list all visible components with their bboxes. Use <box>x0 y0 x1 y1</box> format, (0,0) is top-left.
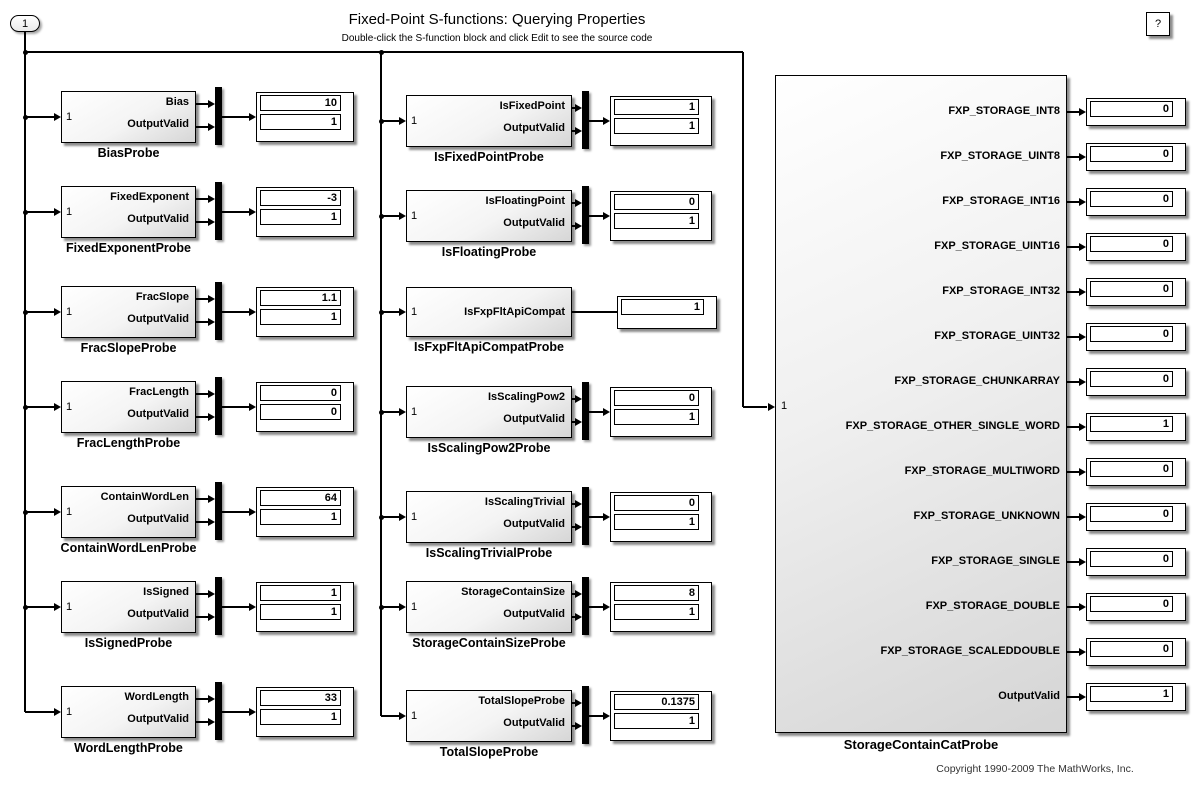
block-name-label: FracLengthProbe <box>76 436 181 450</box>
wire-arrowhead <box>249 208 256 216</box>
block-name-label: ContainWordLenProbe <box>60 541 197 555</box>
display-value: 64 <box>260 490 341 506</box>
wire-arrowhead <box>399 603 406 611</box>
display-value: 1 <box>1090 416 1173 432</box>
wire-arrowhead <box>603 603 610 611</box>
wire-arrowhead <box>54 113 61 121</box>
wire <box>196 103 208 105</box>
wire-arrowhead <box>208 318 215 326</box>
output-port-label: FXP_STORAGE_DOUBLE <box>925 600 1060 612</box>
input-port-label: 1 <box>66 601 73 613</box>
display-value: 1 <box>614 213 699 229</box>
input-port-label: 1 <box>411 406 418 418</box>
wire-arrowhead <box>399 308 406 316</box>
output-port-label: OutputValid <box>127 213 189 225</box>
wire-arrowhead <box>249 403 256 411</box>
wire-arrowhead <box>575 523 582 531</box>
wire <box>222 606 249 608</box>
wire-arrowhead <box>575 500 582 508</box>
output-port-label: IsFloatingPoint <box>485 195 565 207</box>
display-value: 1 <box>614 514 699 530</box>
output-port-label: IsScalingTrivial <box>484 496 565 508</box>
display-value: 0 <box>1090 461 1173 477</box>
wire-arrowhead <box>1079 153 1086 161</box>
wire <box>381 715 399 717</box>
output-port-label: OutputValid <box>503 122 565 134</box>
wire-arrowhead <box>208 413 215 421</box>
wire-arrowhead <box>208 295 215 303</box>
wire-arrowhead <box>208 390 215 398</box>
output-port-label: OutputValid <box>127 313 189 325</box>
wire-arrowhead <box>249 708 256 716</box>
wire-arrowhead <box>249 113 256 121</box>
input-port-label: 1 <box>66 401 73 413</box>
wire-arrowhead <box>1079 648 1086 656</box>
wire <box>1067 561 1079 563</box>
wire <box>381 516 399 518</box>
output-port-label: FracSlope <box>135 291 189 303</box>
wire <box>222 211 249 213</box>
wire <box>742 52 744 407</box>
wire <box>25 311 54 313</box>
input-port-label: 1 <box>66 111 73 123</box>
display-value: 1 <box>614 604 699 620</box>
block-name-label: TotalSlopeProbe <box>439 745 539 759</box>
wire-arrowhead <box>54 403 61 411</box>
mux-block[interactable] <box>582 91 589 149</box>
mux-block[interactable] <box>215 577 222 635</box>
wire <box>222 406 249 408</box>
display-value: 1 <box>614 118 699 134</box>
wire <box>196 126 208 128</box>
mux-block[interactable] <box>582 686 589 744</box>
wire-branch-dot <box>23 50 28 55</box>
display-value: 10 <box>260 95 341 111</box>
wire <box>743 406 767 408</box>
input-port-label: 1 <box>66 306 73 318</box>
sfunction-block-storagecontaincatprobe[interactable] <box>775 75 1067 733</box>
wire <box>381 311 399 313</box>
wire <box>196 721 208 723</box>
block-name-label: IsScalingPow2Probe <box>427 441 551 455</box>
wire-arrowhead <box>575 418 582 426</box>
wire-arrowhead <box>249 508 256 516</box>
wire-arrowhead <box>1079 243 1086 251</box>
display-value: 0 <box>1090 371 1173 387</box>
wire-arrowhead <box>1079 693 1086 701</box>
display-value: 0 <box>1090 641 1173 657</box>
output-port-label: FracLength <box>129 386 189 398</box>
mux-block[interactable] <box>215 682 222 740</box>
display-value: 1 <box>614 409 699 425</box>
wire-arrowhead <box>575 104 582 112</box>
output-port-label: OutputValid <box>998 690 1060 702</box>
input-port-label: 1 <box>411 511 418 523</box>
wire <box>196 498 208 500</box>
output-port-label: FXP_STORAGE_INT16 <box>942 195 1060 207</box>
output-port-label: OutputValid <box>503 518 565 530</box>
wire-arrowhead <box>575 722 582 730</box>
wire-arrowhead <box>603 408 610 416</box>
wire <box>25 606 54 608</box>
wire-arrowhead <box>1079 468 1086 476</box>
wire-arrowhead <box>208 718 215 726</box>
display-value: 0 <box>1090 281 1173 297</box>
output-port-label: IsSigned <box>143 586 189 598</box>
output-port-label: FXP_STORAGE_UINT32 <box>934 330 1060 342</box>
input-port-label: 1 <box>411 601 418 613</box>
output-port-label: FXP_STORAGE_UINT8 <box>940 150 1060 162</box>
output-port-label: TotalSlopeProbe <box>478 695 565 707</box>
input-port-label: 1 <box>411 710 418 722</box>
output-port-label: FXP_STORAGE_OTHER_SINGLE_WORD <box>845 420 1060 432</box>
wire-arrowhead <box>249 603 256 611</box>
display-value: 33 <box>260 690 341 706</box>
mux-block[interactable] <box>215 377 222 435</box>
wire <box>196 298 208 300</box>
wire-arrowhead <box>575 395 582 403</box>
wire <box>196 593 208 595</box>
wire <box>196 698 208 700</box>
block-name-label: BiasProbe <box>97 146 160 160</box>
wire-arrowhead <box>1079 108 1086 116</box>
output-port-label: FXP_STORAGE_SINGLE <box>931 555 1060 567</box>
display-value: 1 <box>260 209 341 225</box>
wire-arrowhead <box>249 308 256 316</box>
wire <box>25 711 54 713</box>
mux-block[interactable] <box>215 182 222 240</box>
wire <box>25 116 54 118</box>
output-port-label: WordLength <box>124 691 189 703</box>
wire-arrowhead <box>208 123 215 131</box>
display-value: 1.1 <box>260 290 341 306</box>
wire-arrowhead <box>399 212 406 220</box>
wire-arrowhead <box>768 403 775 411</box>
display-value: 0 <box>1090 236 1173 252</box>
output-port-label: OutputValid <box>503 717 565 729</box>
wire <box>589 215 603 217</box>
wire <box>196 393 208 395</box>
display-value: 1 <box>260 309 341 325</box>
block-name-label: FixedExponentProbe <box>65 241 192 255</box>
wire <box>25 51 743 53</box>
input-port-label: 1 <box>66 706 73 718</box>
display-value: 1 <box>260 585 341 601</box>
wire-arrowhead <box>575 199 582 207</box>
output-port-label: OutputValid <box>503 217 565 229</box>
wire <box>24 32 26 712</box>
wire <box>222 116 249 118</box>
block-name-label: WordLengthProbe <box>74 741 183 755</box>
wire <box>196 521 208 523</box>
block-name-label: IsFloatingProbe <box>441 245 537 259</box>
output-port-label: OutputValid <box>503 608 565 620</box>
wire-arrowhead <box>575 127 582 135</box>
wire <box>589 606 603 608</box>
wire-arrowhead <box>208 613 215 621</box>
wire-arrowhead <box>1079 513 1086 521</box>
wire-arrowhead <box>575 613 582 621</box>
mux-block[interactable] <box>215 87 222 145</box>
wire <box>381 120 399 122</box>
wire-arrowhead <box>208 518 215 526</box>
input-port-label: 1 <box>66 206 73 218</box>
wire-arrowhead <box>1079 333 1086 341</box>
wire-arrowhead <box>1079 558 1086 566</box>
wire-arrowhead <box>1079 198 1086 206</box>
block-name-label: StorageContainSizeProbe <box>412 636 566 650</box>
output-port-label: OutputValid <box>127 118 189 130</box>
mux-block[interactable] <box>582 577 589 635</box>
help-button[interactable]: ? <box>1146 12 1170 36</box>
wire-arrowhead <box>399 513 406 521</box>
copyright-text: Copyright 1990-2009 The MathWorks, Inc. <box>936 763 1134 775</box>
wire-arrowhead <box>208 590 215 598</box>
output-port-label: OutputValid <box>127 608 189 620</box>
wire-arrowhead <box>575 699 582 707</box>
block-name-label: IsFxpFltApiCompatProbe <box>413 340 564 354</box>
display-value: 8 <box>614 585 699 601</box>
wire-arrowhead <box>399 117 406 125</box>
model-title: Fixed-Point S-functions: Querying Properties <box>348 11 646 28</box>
wire-arrowhead <box>208 195 215 203</box>
mux-block[interactable] <box>582 382 589 440</box>
wire <box>589 715 603 717</box>
display-value: 0 <box>1090 326 1173 342</box>
display-value: 0 <box>1090 146 1173 162</box>
wire <box>196 198 208 200</box>
wire-arrowhead <box>603 212 610 220</box>
wire <box>1067 336 1079 338</box>
block-name-label: StorageContainCatProbe <box>843 737 999 752</box>
output-port-label: FXP_STORAGE_UNKNOWN <box>913 510 1060 522</box>
wire <box>196 616 208 618</box>
wire <box>222 711 249 713</box>
wire <box>25 211 54 213</box>
wire <box>196 416 208 418</box>
wire <box>1067 426 1079 428</box>
output-port-label: IsFixedPoint <box>499 100 565 112</box>
wire-arrowhead <box>603 117 610 125</box>
display-value: 0 <box>260 404 341 420</box>
wire-arrowhead <box>54 208 61 216</box>
wire <box>1067 381 1079 383</box>
display-value: 1 <box>621 299 704 315</box>
output-port-label: IsFxpFltApiCompat <box>464 306 565 318</box>
display-value: 0 <box>1090 596 1173 612</box>
wire <box>222 511 249 513</box>
mux-block[interactable] <box>215 482 222 540</box>
output-port-label: FXP_STORAGE_INT32 <box>942 285 1060 297</box>
wire-arrowhead <box>1079 603 1086 611</box>
inport-block-1[interactable]: 1 <box>10 15 40 32</box>
output-port-label: StorageContainSize <box>461 586 565 598</box>
display-value: -3 <box>260 190 341 206</box>
output-port-label: FixedExponent <box>110 191 189 203</box>
wire <box>1067 651 1079 653</box>
display-value: 1 <box>614 713 699 729</box>
wire <box>1067 111 1079 113</box>
output-port-label: IsScalingPow2 <box>487 391 565 403</box>
wire-arrowhead <box>575 590 582 598</box>
wire <box>1067 291 1079 293</box>
wire <box>1067 516 1079 518</box>
wire-arrowhead <box>1079 288 1086 296</box>
model-subtitle: Double-click the S-function block and click Edit to see the source code <box>341 33 653 44</box>
wire-arrowhead <box>399 408 406 416</box>
input-port-label: 1 <box>66 506 73 518</box>
wire-arrowhead <box>208 100 215 108</box>
wire <box>222 311 249 313</box>
wire <box>1067 696 1079 698</box>
output-port-label: ContainWordLen <box>100 491 189 503</box>
output-port-label: OutputValid <box>127 713 189 725</box>
wire <box>1067 156 1079 158</box>
block-name-label: IsSignedProbe <box>84 636 173 650</box>
wire <box>25 406 54 408</box>
wire-arrowhead <box>575 222 582 230</box>
wire <box>196 221 208 223</box>
display-value: 1 <box>260 709 341 725</box>
display-value: 0 <box>1090 191 1173 207</box>
wire-arrowhead <box>1079 378 1086 386</box>
display-value: 1 <box>260 509 341 525</box>
wire <box>1067 606 1079 608</box>
display-value: 0 <box>614 390 699 406</box>
block-name-label: FracSlopeProbe <box>80 341 177 355</box>
wire-branch-dot <box>379 50 384 55</box>
output-port-label: FXP_STORAGE_SCALEDDOUBLE <box>880 645 1060 657</box>
output-port-label: Bias <box>165 96 189 108</box>
wire <box>25 511 54 513</box>
output-port-label: FXP_STORAGE_MULTIWORD <box>904 465 1060 477</box>
input-port-label: 1 <box>411 210 418 222</box>
display-value: 0 <box>260 385 341 401</box>
output-port-label: OutputValid <box>127 408 189 420</box>
display-value: 0 <box>1090 551 1173 567</box>
wire <box>1067 471 1079 473</box>
wire-arrowhead <box>208 495 215 503</box>
output-port-label: FXP_STORAGE_INT8 <box>948 105 1060 117</box>
wire <box>381 215 399 217</box>
display-value: 0 <box>614 495 699 511</box>
display-value: 1 <box>614 99 699 115</box>
wire <box>1067 246 1079 248</box>
output-port-label: OutputValid <box>127 513 189 525</box>
wire <box>589 516 603 518</box>
wire-arrowhead <box>603 712 610 720</box>
display-value: 0 <box>614 194 699 210</box>
wire-arrowhead <box>399 712 406 720</box>
display-value: 0.1375 <box>614 694 699 710</box>
output-port-label: FXP_STORAGE_UINT16 <box>934 240 1060 252</box>
input-port-label: 1 <box>411 306 418 318</box>
wire-arrowhead <box>208 218 215 226</box>
display-value: 0 <box>1090 101 1173 117</box>
wire-arrowhead <box>54 708 61 716</box>
wire-arrowhead <box>1079 423 1086 431</box>
input-port-label: 1 <box>781 400 788 412</box>
mux-block[interactable] <box>215 282 222 340</box>
output-port-label: FXP_STORAGE_CHUNKARRAY <box>894 375 1060 387</box>
mux-block[interactable] <box>582 487 589 545</box>
display-value: 0 <box>1090 506 1173 522</box>
wire <box>381 606 399 608</box>
display-value: 1 <box>260 114 341 130</box>
input-port-label: 1 <box>411 115 418 127</box>
block-name-label: IsScalingTrivialProbe <box>425 546 553 560</box>
display-value: 1 <box>260 604 341 620</box>
wire-arrowhead <box>54 603 61 611</box>
block-name-label: IsFixedPointProbe <box>434 150 544 164</box>
wire <box>589 411 603 413</box>
wire-arrowhead <box>603 513 610 521</box>
output-port-label: OutputValid <box>503 413 565 425</box>
wire <box>196 321 208 323</box>
wire-arrowhead <box>208 695 215 703</box>
wire-arrowhead <box>54 508 61 516</box>
wire <box>589 120 603 122</box>
display-value: 1 <box>1090 686 1173 702</box>
wire <box>381 411 399 413</box>
wire-arrowhead <box>54 308 61 316</box>
wire <box>1067 201 1079 203</box>
mux-block[interactable] <box>582 186 589 244</box>
